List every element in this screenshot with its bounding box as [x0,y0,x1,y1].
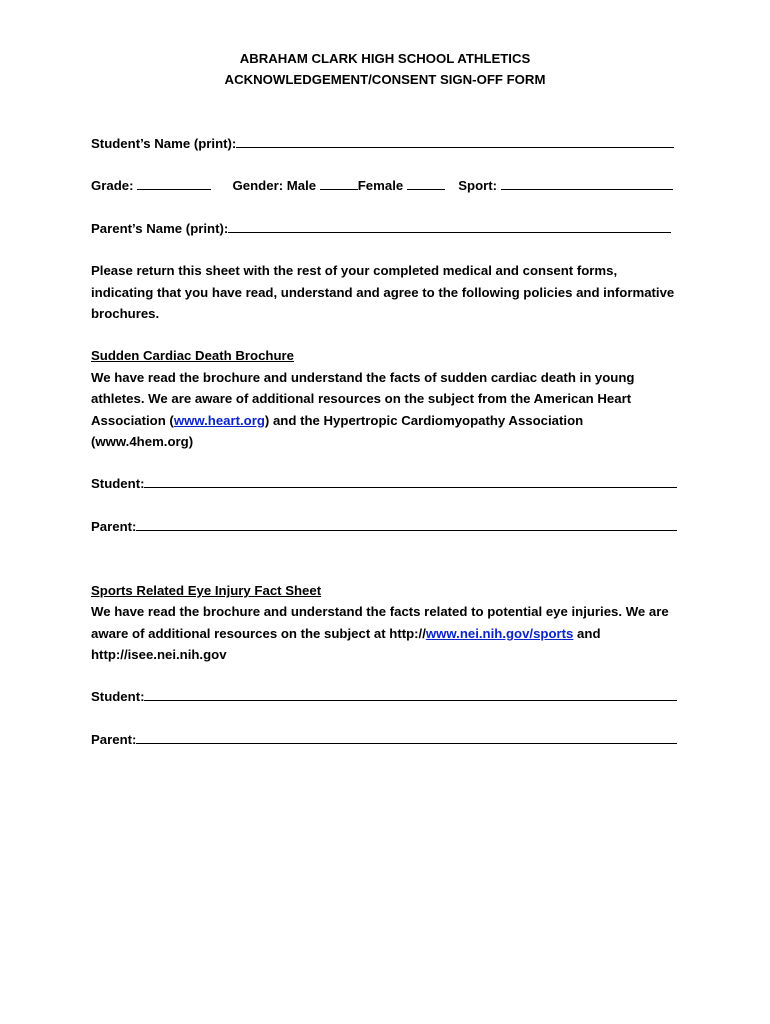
female-field[interactable] [407,177,445,190]
eye-parent-row [91,731,677,749]
eye-parent-signature-field[interactable] [136,731,677,744]
cardiac-parent-signature-field[interactable] [136,518,677,531]
cardiac-heading: Sudden Cardiac Death Brochure [91,348,294,363]
heart-org-link[interactable]: www.heart.org [173,413,265,428]
instructions-line-3: brochures. [91,306,160,321]
cardiac-line-3-text: Association ( [91,413,174,428]
eye-line-2-rest: and [573,626,601,641]
student-name-field[interactable] [236,135,674,148]
student-name-row [91,135,674,153]
cardiac-student-label: Student: [91,476,145,491]
eye-student-label: Student: [91,689,145,704]
cardiac-student-signature-field[interactable] [144,475,677,488]
cardiac-line-3-rest: ) and the Hypertropic Cardiomyopathy Association [264,413,584,428]
nei-sports-link[interactable]: www.nei.nih.gov/sports [425,626,574,641]
gender-label: Gender: Male [232,178,317,193]
eye-line-2-text: aware of additional resources on the subject at http:// [91,626,426,641]
eye-student-signature-field[interactable] [144,688,677,701]
cardiac-line-3 [91,412,583,430]
student-name-label: Student’s Name (print): [91,136,237,151]
sport-field[interactable] [501,177,673,190]
form-title: ABRAHAM CLARK HIGH SCHOOL ATHLETICS [239,51,531,66]
instructions-line-1: Please return this sheet with the rest of your completed medical and consent forms, [91,263,618,278]
eye-parent-label: Parent: [91,732,137,747]
cardiac-parent-row [91,518,677,536]
cardiac-student-row [91,475,677,493]
grade-gender-sport-row [91,177,673,195]
parent-name-label: Parent’s Name (print): [91,221,229,236]
parent-name-field[interactable] [228,220,671,233]
cardiac-line-4: (www.4hem.org) [91,434,194,449]
eye-student-row [91,688,677,706]
cardiac-line-2: athletes. We are aware of additional resources on the subject from the American Heart [91,391,632,406]
sport-label: Sport: [458,178,498,193]
instructions-line-2: indicating that you have read, understand and agree to the following policies and informative [91,285,675,300]
form-subtitle: ACKNOWLEDGEMENT/CONSENT SIGN-OFF FORM [224,72,546,87]
eye-heading: Sports Related Eye Injury Fact Sheet [91,583,322,598]
male-field[interactable] [320,177,358,190]
cardiac-parent-label: Parent: [91,519,137,534]
eye-line-3: http://isee.nei.nih.gov [91,647,227,662]
cardiac-line-1: We have read the brochure and understand the facts of sudden cardiac death in young [91,370,635,385]
eye-line-1: We have read the brochure and understand the facts related to potential eye injuries. We are [91,604,669,619]
grade-label: Grade: [91,178,134,193]
parent-name-row [91,220,671,238]
grade-field[interactable] [137,177,211,190]
female-label: Female [357,178,404,193]
eye-line-2 [91,625,601,643]
